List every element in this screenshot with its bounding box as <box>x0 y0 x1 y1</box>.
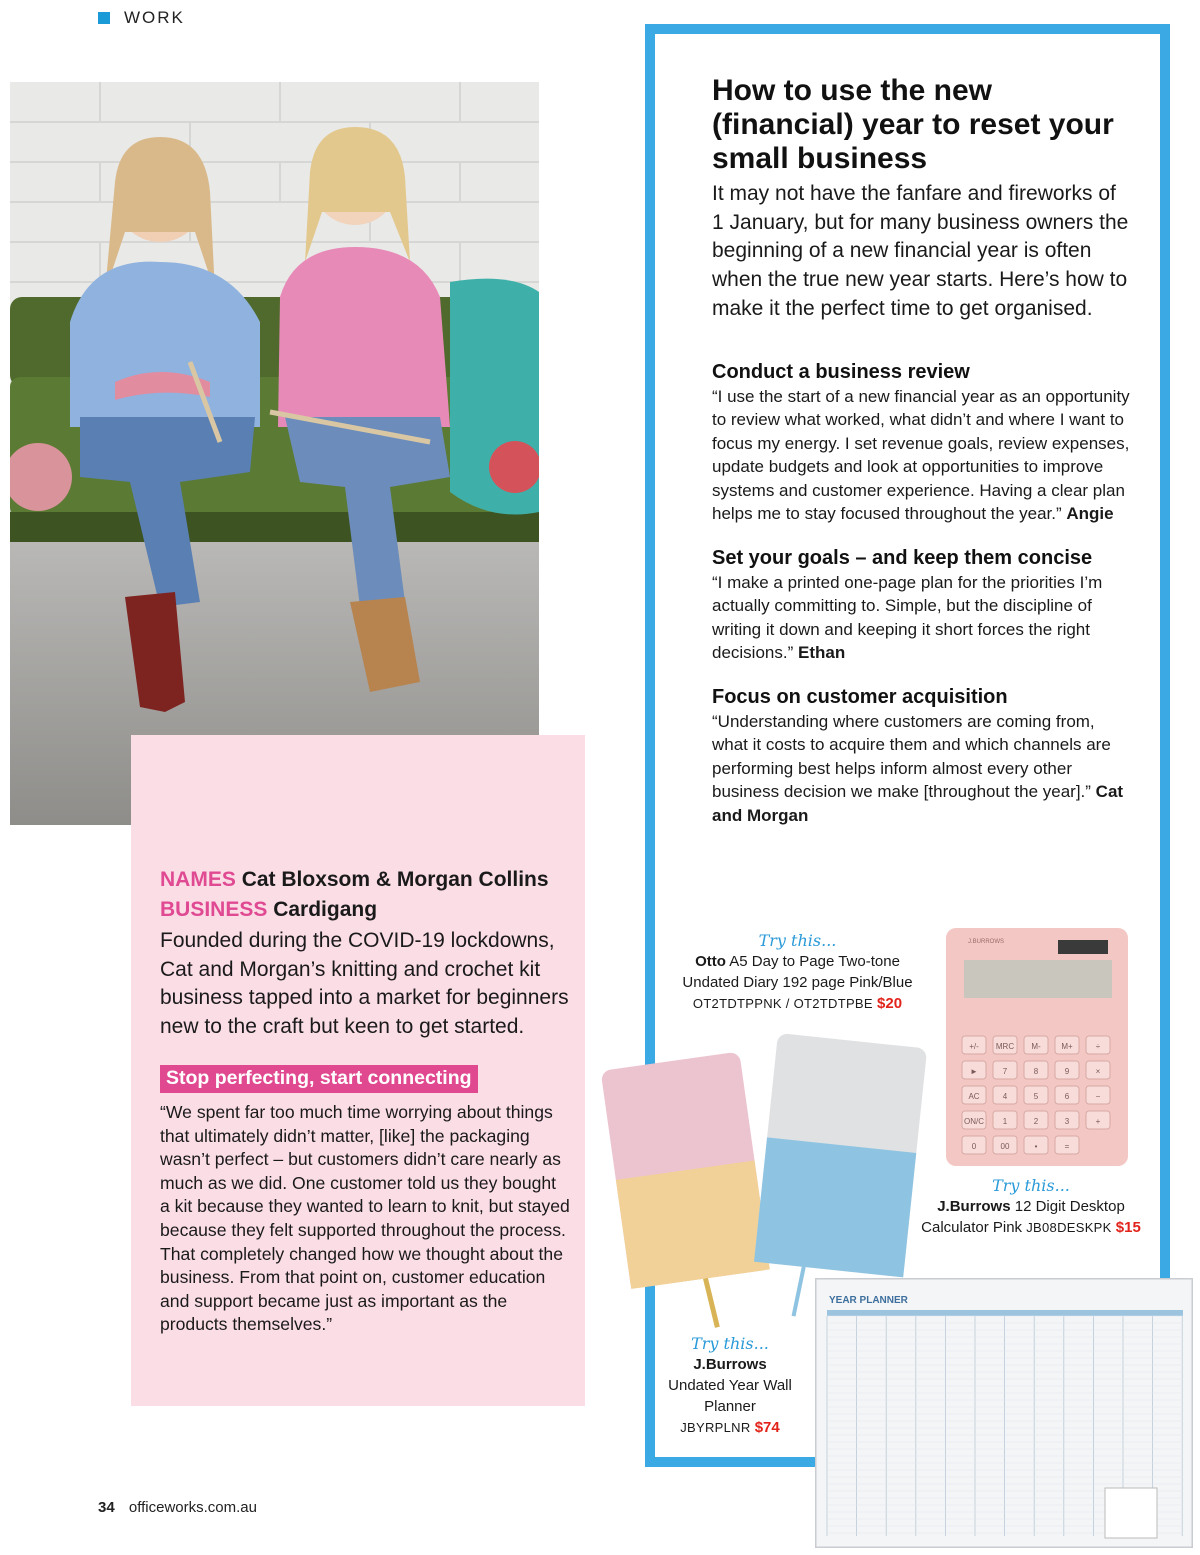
calculator-key-label: 9 <box>1064 1067 1070 1076</box>
planner-brand: J.Burrows <box>693 1356 767 1373</box>
tip-quote: “Understanding where customers are coming from, what it costs to acquire them and which channels are performing best helps inform almost every other business decision we make [throughout the year].” <box>712 711 1111 802</box>
tip-heading: Conduct a business review <box>712 360 970 383</box>
names-value: Cat Bloxsom & Morgan Collins <box>241 868 549 891</box>
article-intro: It may not have the fanfare and fireworks of 1 January, but for many business owners the beginning of a new financial year is often when the true new year starts. Here’s how to make it the perfect time to get organised. <box>712 182 1129 320</box>
diary-sku: OT2TDTPPNK / OT2TDTPBE <box>692 996 873 1011</box>
tip-text <box>712 710 1132 828</box>
calculator-key-label: = <box>1064 1142 1070 1151</box>
calculator-price: $15 <box>1115 1219 1141 1236</box>
planner-caption <box>665 1333 795 1438</box>
section-tag <box>98 8 185 28</box>
business-description: Founded during the COVID-19 lockdowns, Cat and Morgan’s knitting and crochet kit business tapped into a market for beginners new to the craft but keen to get started. <box>160 929 569 1038</box>
tip-quote: “I use the start of a new financial year as an opportunity to review what worked, what didn’t and where I want to focus my energy. I set revenue goals, review expenses, update budgets and look at opportunities to improve systems and customer experience. Having a clear plan helps me to stay focused throughout the year.” <box>712 386 1130 524</box>
calculator-key-label: ÷ <box>1095 1042 1101 1051</box>
calculator-key-label: 4 <box>1002 1092 1008 1101</box>
tip-heading: Focus on customer acquisition <box>712 685 1008 708</box>
planner-name: Undated Year Wall Planner <box>668 1377 792 1415</box>
diary-name: A5 Day to Page Two-tone Undated Diary 192 page Pink/Blue <box>682 953 913 991</box>
site-url: officeworks.com.au <box>128 1499 257 1516</box>
calculator-name: 12 Digit Desktop Calculator Pink <box>921 1198 1125 1236</box>
calculator-caption <box>916 1175 1146 1238</box>
tip-quote: “I make a printed one-page plan for the priorities I’m actually committing to. Simple, but the discipline of writing it down and keeping it short forces the right decisions.” <box>712 572 1103 663</box>
planner-image <box>815 1278 1193 1548</box>
business-value: Cardigang <box>273 898 378 921</box>
calculator-key-label: 0 <box>971 1142 977 1151</box>
tip-author: Cat and Morgan <box>712 782 1124 825</box>
diary-price: $20 <box>877 995 903 1012</box>
founders-quote: “We spent far too much time worrying about things that ultimately didn’t matter, [like] the packaging wasn’t perfect – but customers didn’t care nearly as much as we did. One customer told us they bought a kit because they wanted to learn to knit, but stayed because they felt supported throughout the process. That completely changed how we thought about the business. From that point on, customer education and support became just as important as the products themselves.” <box>160 1102 570 1335</box>
calculator-brand: J.Burrows <box>937 1198 1011 1215</box>
planner-header: YEAR PLANNER <box>829 1295 908 1306</box>
calculator-key-label: M- <box>1031 1042 1041 1051</box>
calculator-key-label: 1 <box>1002 1117 1008 1126</box>
tip-author: Ethan <box>798 643 846 663</box>
section-marker <box>98 12 110 24</box>
calculator-key-label: MRC <box>995 1042 1015 1051</box>
diary-try-label: Try this... <box>758 931 837 950</box>
calculator-key-label: + <box>1095 1117 1101 1126</box>
tip-author: Angie <box>1066 504 1114 524</box>
calculator-key-label: ON/C <box>964 1117 984 1126</box>
calculator-key-label: AC <box>968 1092 980 1101</box>
calculator-key-label: 8 <box>1033 1067 1039 1076</box>
page-footer <box>98 1499 257 1516</box>
calculator-try-label: Try this... <box>992 1176 1070 1195</box>
calculator-key-label: 5 <box>1033 1092 1039 1101</box>
calculator-key-label: 2 <box>1033 1117 1039 1126</box>
tip-block <box>712 545 1132 665</box>
tip-block <box>712 684 1132 828</box>
planner-try-label: Try this... <box>691 1334 769 1353</box>
names-line <box>160 865 570 895</box>
tip-block <box>712 359 1132 526</box>
tip-text <box>712 385 1132 526</box>
calculator-display-brand: J.BURROWS <box>968 939 1004 945</box>
planner-sku: JBYRPLNR <box>680 1420 751 1435</box>
profile-body <box>160 865 570 1337</box>
calculator-key-label: − <box>1095 1092 1101 1101</box>
calculator-image <box>946 928 1128 1166</box>
highlight-wrap <box>160 1065 570 1093</box>
diary-caption <box>665 930 930 1014</box>
profile-panel <box>131 735 585 1406</box>
article-content <box>712 74 1132 827</box>
diary-brand: Otto <box>695 953 726 970</box>
calculator-key-label: M+ <box>1061 1042 1073 1051</box>
tip-heading: Set your goals – and keep them concise <box>712 546 1093 569</box>
business-key: BUSINESS <box>160 898 268 921</box>
calculator-key-label: × <box>1095 1067 1101 1076</box>
article-title: How to use the new (financial) year to reset your small business <box>712 74 1114 175</box>
calculator-key-label: 00 <box>1000 1142 1010 1151</box>
calculator-sku: JB08DESKPK <box>1026 1220 1112 1235</box>
calculator-key-label: ► <box>970 1067 978 1076</box>
names-key: NAMES <box>160 868 236 891</box>
business-line <box>160 895 570 925</box>
calculator-key-label: 3 <box>1064 1117 1070 1126</box>
founders-photo <box>10 82 539 825</box>
calculator-key-label: +/- <box>969 1042 979 1051</box>
highlight-heading: Stop perfecting, start connecting <box>160 1065 478 1093</box>
calculator-key-label: 6 <box>1064 1092 1070 1101</box>
calculator-key-label: 7 <box>1002 1067 1008 1076</box>
calculator-key-label: • <box>1034 1142 1038 1151</box>
section-label: WORK <box>124 8 185 27</box>
tip-text <box>712 571 1132 665</box>
page-number: 34 <box>98 1499 115 1516</box>
planner-price: $74 <box>754 1419 780 1436</box>
